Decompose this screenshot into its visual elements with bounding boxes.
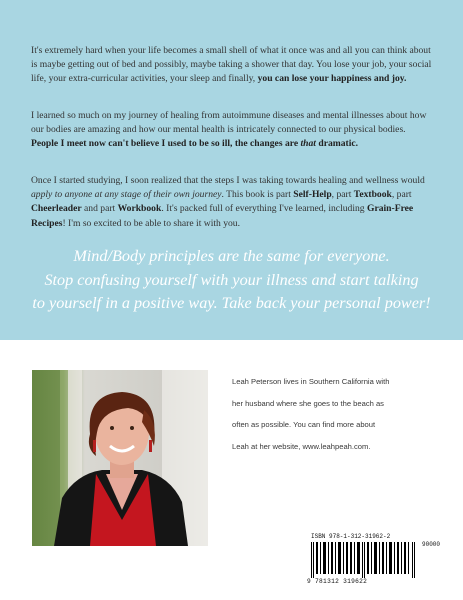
author-bio bbox=[232, 371, 442, 457]
price-code: 90000 bbox=[422, 541, 441, 548]
bio-line-3: often as possible. You can find more about bbox=[232, 420, 376, 430]
isbn-barcode bbox=[307, 531, 442, 590]
description-paragraph-2: I learned so much on my journey of healing from autoimmune diseases and mental illnesses about how our bodies are amazing and how our mental health is intricately connected to our physical bodies. People I meet now can't believe I used to be so ill, the changes are that dramatic. bbox=[31, 110, 427, 150]
author-photo bbox=[32, 370, 208, 546]
author-portrait-image bbox=[32, 370, 208, 546]
description-paragraph-3: Once I started studying, I soon realized that the steps I was taking towards healing and wellness would apply to anyone at any stage of their own journey. This book is part Self-Help, part Textbook, part Cheerleader and part Workbook. It's packed full of everything I've learned, including Grain-Free Recipes! I'm so excited to be able to share it with you. bbox=[31, 175, 425, 229]
pull-quote bbox=[0, 245, 463, 316]
bio-line-1: Leah Peterson lives in Southern California with bbox=[232, 377, 390, 386]
quote-line-3: to yourself in a positive way. Take back your personal power! bbox=[32, 294, 431, 312]
quote-line-2: Stop confusing yourself with your illness and start talking bbox=[44, 270, 419, 289]
isbn-number: ISBN 978-1-312-31962-2 bbox=[311, 533, 391, 540]
bio-line-2: her husband where she goes to the beach as bbox=[232, 398, 384, 408]
barcode-bars-icon bbox=[311, 542, 417, 578]
emphasis: you can lose your happiness and joy. bbox=[257, 73, 407, 85]
bio-line-4: Leah at her website, www.leahpeah.com. bbox=[232, 441, 371, 451]
quote-line-1: Mind/Body principles are the same for everyone. bbox=[73, 247, 390, 265]
description-paragraph-1: It's extremely hard when your life becomes a small shell of what it once was and all you can think about is maybe getting out of bed and possibly, maybe taking a shower that day. You lose your job, your social life, your extra-curricular activities, your sleep and finally, you can lose your happiness and joy. bbox=[31, 45, 432, 85]
barcode-digits: 9 781312 319622 bbox=[307, 578, 368, 585]
